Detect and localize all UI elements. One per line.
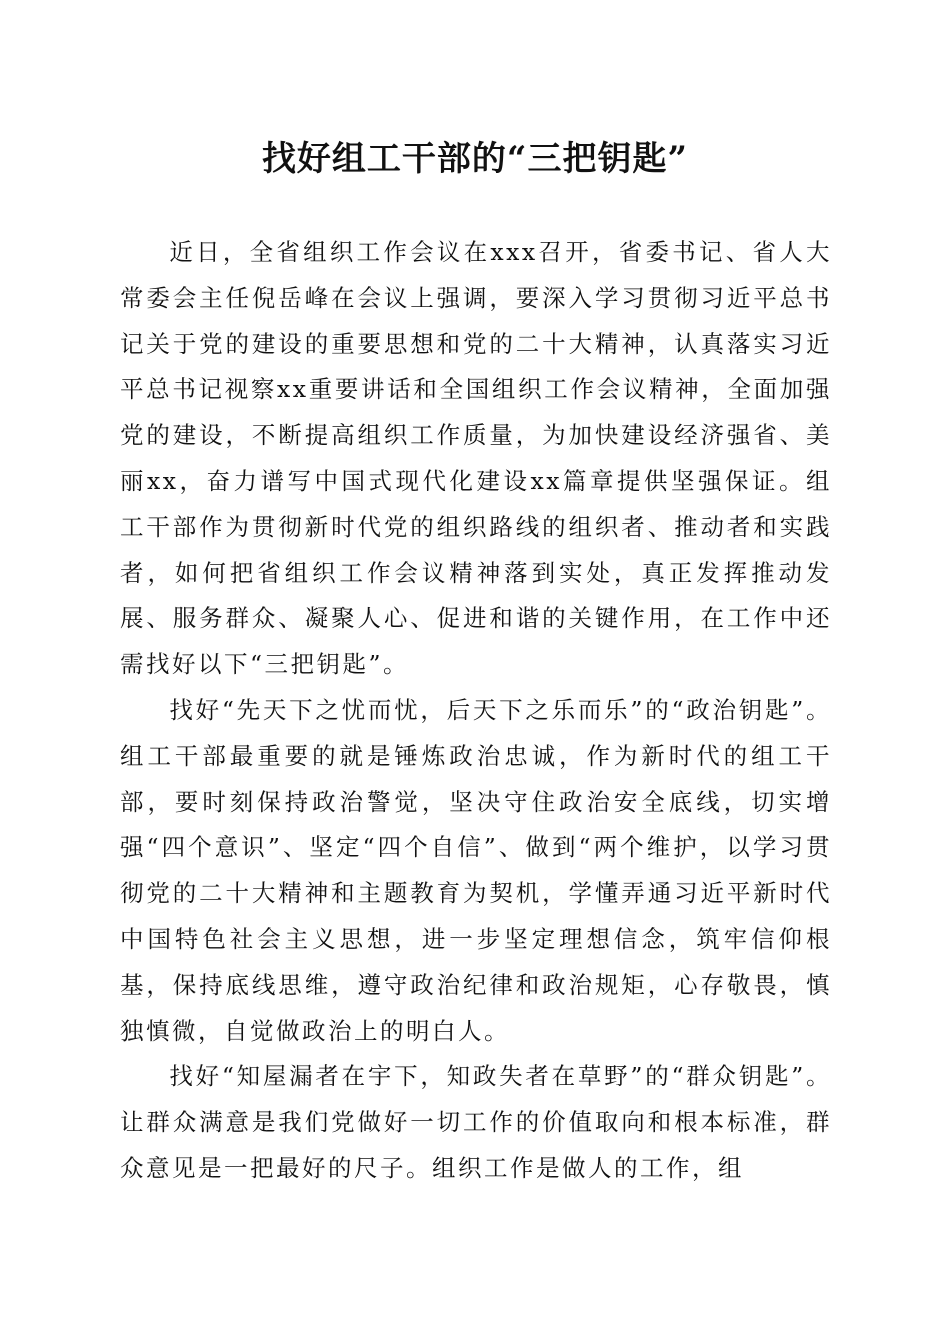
paragraph-masses-key: 找好“知屋漏者在宇下，知政失者在草野”的“群众钥匙”。让群众满意是我们党做好一切工作的价值取向和根本标准，群众意见是一把最好的尺子。组织工作是做人的工作，组 (120, 1062, 832, 1182)
paragraph-political-key: 找好“先天下之忧而忧，后天下之乐而乐”的“政治钥匙”。组工干部最重要的就是锤炼政治忠诚，作为新时代的组工干部，要时刻保持政治警觉，坚决守住政治安全底线，切实增强“四个意识”、坚定“四个自信”、做到“两个维护，以学习贯彻党的二十大精神和主题教育为契机，学懂弄通习近平新时代中国特色社会主义思想，进一步坚定理想信念，筑牢信仰根基，保持底线思维，遵守政治纪律和政治规矩，心存敬畏，慎独慎微，自觉做政治上的明白人。 (120, 695, 832, 1045)
document-title: 找好组工干部的“三把钥匙” (261, 139, 689, 179)
document-body (120, 230, 832, 1192)
paragraph-intro: 近日，全省组织工作会议在xxx召开，省委书记、省人大常委会主任倪岳峰在会议上强调，要深入学习贯彻习近平总书记关于党的建设的重要思想和党的二十大精神，认真落实习近平总书记视察xx重要讲话和全国组织工作会议精神，全面加强党的建设，不断提高组织工作质量，为加快建设经济强省、美丽xx，奋力谱写中国式现代化建设xx篇章提供坚强保证。组工干部作为贯彻新时代党的组织路线的组织者、推动者和实践者，如何把省组织工作会议精神落到实处，真正发挥推动发展、服务群众、凝聚人心、促进和谐的关键作用，在工作中还需找好以下“三把钥匙”。 (120, 238, 832, 679)
